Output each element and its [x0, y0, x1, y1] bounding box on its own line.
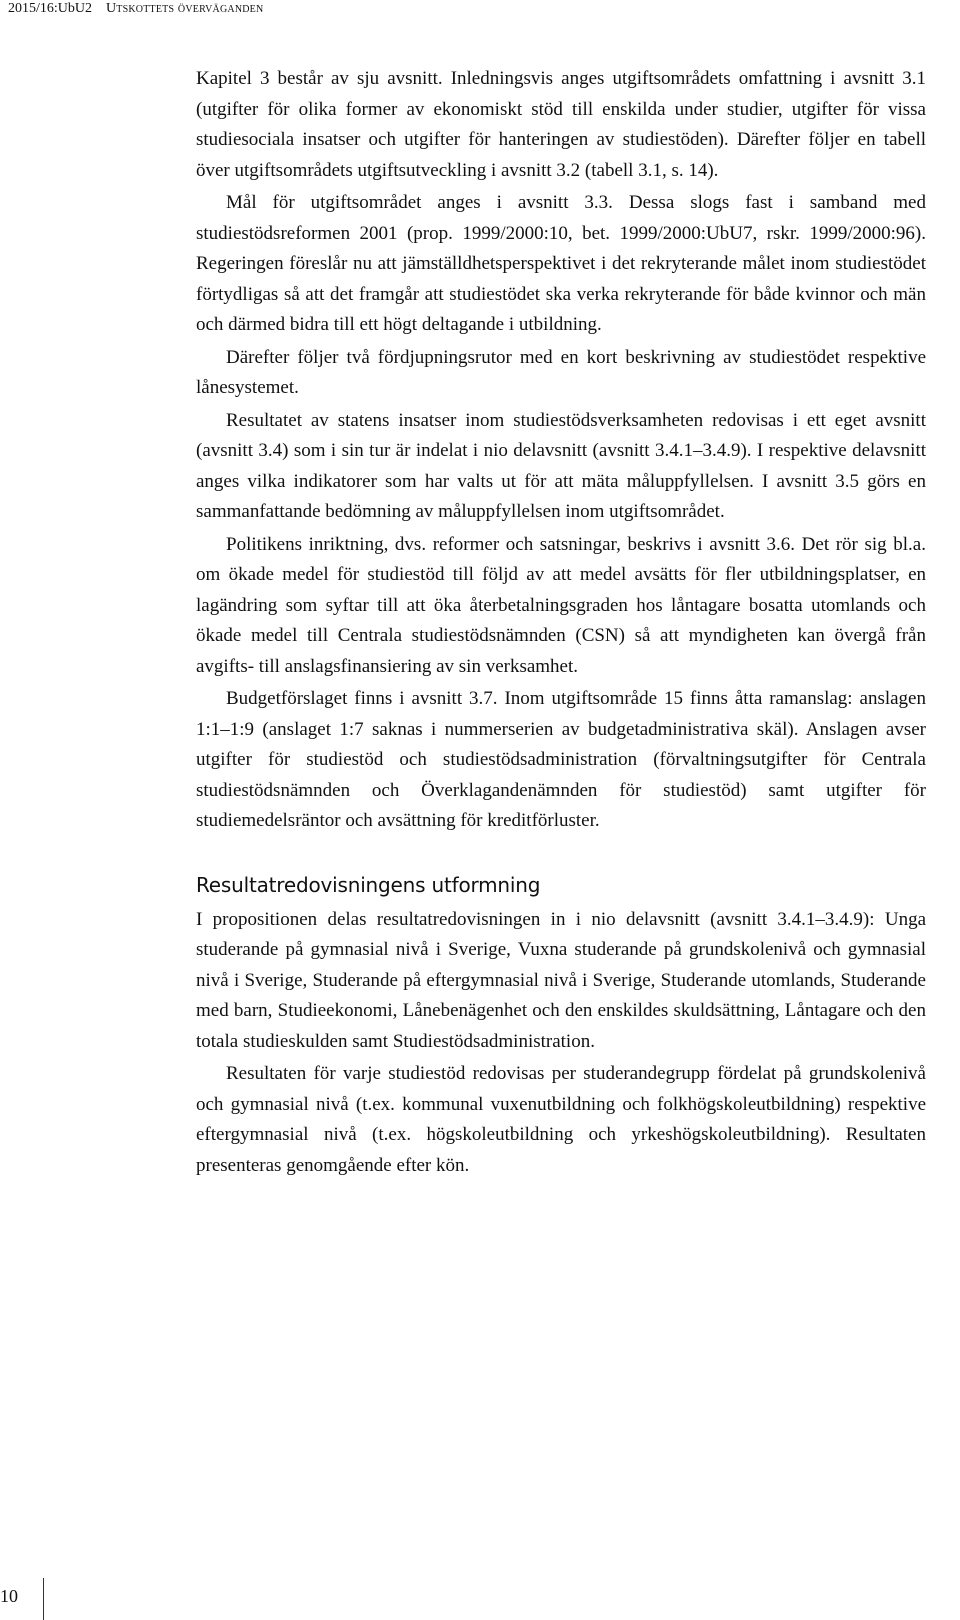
section-heading: Resultatredovisningens utformning — [196, 872, 541, 897]
paragraph: Resultatet av statens insatser inom studiestödsverksamheten redovisas i ett eget avsnitt (avsnitt 3.4) som i sin tur är indelat i nio delavsnitt (avsnitt 3.4.1–3.4.9). I respektive delavsnitt anges vilka indikatorer som har valts ut för att mäta måluppfyllelsen. I avsnitt 3.5 görs en sammanfattande bedömning av måluppfyllelsen inom utgiftsområdet. — [196, 409, 926, 522]
document-body — [196, 64, 926, 1183]
paragraph: Budgetförslaget finns i avsnitt 3.7. Inom utgiftsområde 15 finns åtta ramanslag: anslagen 1:1–1:9 (anslaget 1:7 saknas i nummerserien av budgetadministrativa skäl). Anslagen avser utgifter för studiestöd och studiestödsadministration (förvaltningsutgifter för Centrala studiestödsnämnden och Överklagandenämnden för studiestöd) samt utgifter för studiemedelsräntor och avsättning för kreditförluster. — [196, 688, 926, 831]
running-title: Utskottets överväganden — [106, 1, 264, 16]
paragraph: Därefter följer två fördjupningsrutor med en kort beskrivning av studiestödet respektive lånesystemet. — [196, 346, 926, 398]
paragraph: Kapitel 3 består av sju avsnitt. Inledningsvis anges utgiftsområdets omfattning i avsnitt 3.1 (utgifter för olika former av ekonomiskt stöd till enskilda under studier, utgifter för vissa studiesociala insatser och utgifter för hanteringen av studiestöden). Därefter följer en tabell över utgiftsområdets utgiftsutveckling i avsnitt 3.2 (tabell 3.1, s. 14). — [196, 68, 926, 181]
paragraph: Politikens inriktning, dvs. reformer och satsningar, beskrivs i avsnitt 3.6. Det rör sig bl.a. om ökade medel för studiestöd till följd av att medel avsätts för fler utbildningsplatser, en lagändring som syftar till att öka återbetalningsgraden hos låntagare bosatta utomlands och ökade medel till Centrala studiestödsnämnden (CSN) så att myndigheten kan övergå från avgifts- till anslagsfinansiering av sin verksamhet. — [196, 533, 926, 677]
paragraph: Resultaten för varje studiestöd redovisas per studerandegrupp fördelat på grundskolenivå och gymnasial nivå (t.ex. kommunal vuxenutbildning och folkhögskoleutbildning) respektive eftergymnasial nivå (t.ex. högskoleutbildning och yrkeshögskoleutbildning). Resultaten presenteras genomgående efter kön. — [196, 1063, 926, 1176]
paragraph: Mål för utgiftsområdet anges i avsnitt 3.3. Dessa slogs fast i samband med studiestödsreformen 2001 (prop. 1999/2000:10, bet. 1999/2000:UbU7, rskr. 1999/2000:96). Regeringen föreslår nu att jämställdhetsperspektivet i det rekryterande målet inom studiestödet förtydligas så att det framgår att studiestödet ska verka rekryterande för både kvinnor och män och därmed bidra till ett högt deltagande i utbildning. — [196, 192, 926, 335]
running-header — [8, 0, 263, 26]
paragraph: I propositionen delas resultatredovisningen in i nio delavsnitt (avsnitt 3.4.1–3.4.9): Unga studerande på gymnasial nivå i Sverige, Vuxna studerande på grundskolenivå och gymnasial nivå i Sverige, Studerande på eftergymnasial nivå i Sverige, Studerande utomlands, Studerande med barn, Studieekonomi, Lånebenägenhet och den enskildes skuldsättning, Låntagare och den totala studieskulden samt Studiestödsadministration. — [196, 908, 926, 1052]
page-number: 10 — [0, 1578, 44, 1620]
document-id: 2015/16:UbU2 — [8, 1, 92, 16]
